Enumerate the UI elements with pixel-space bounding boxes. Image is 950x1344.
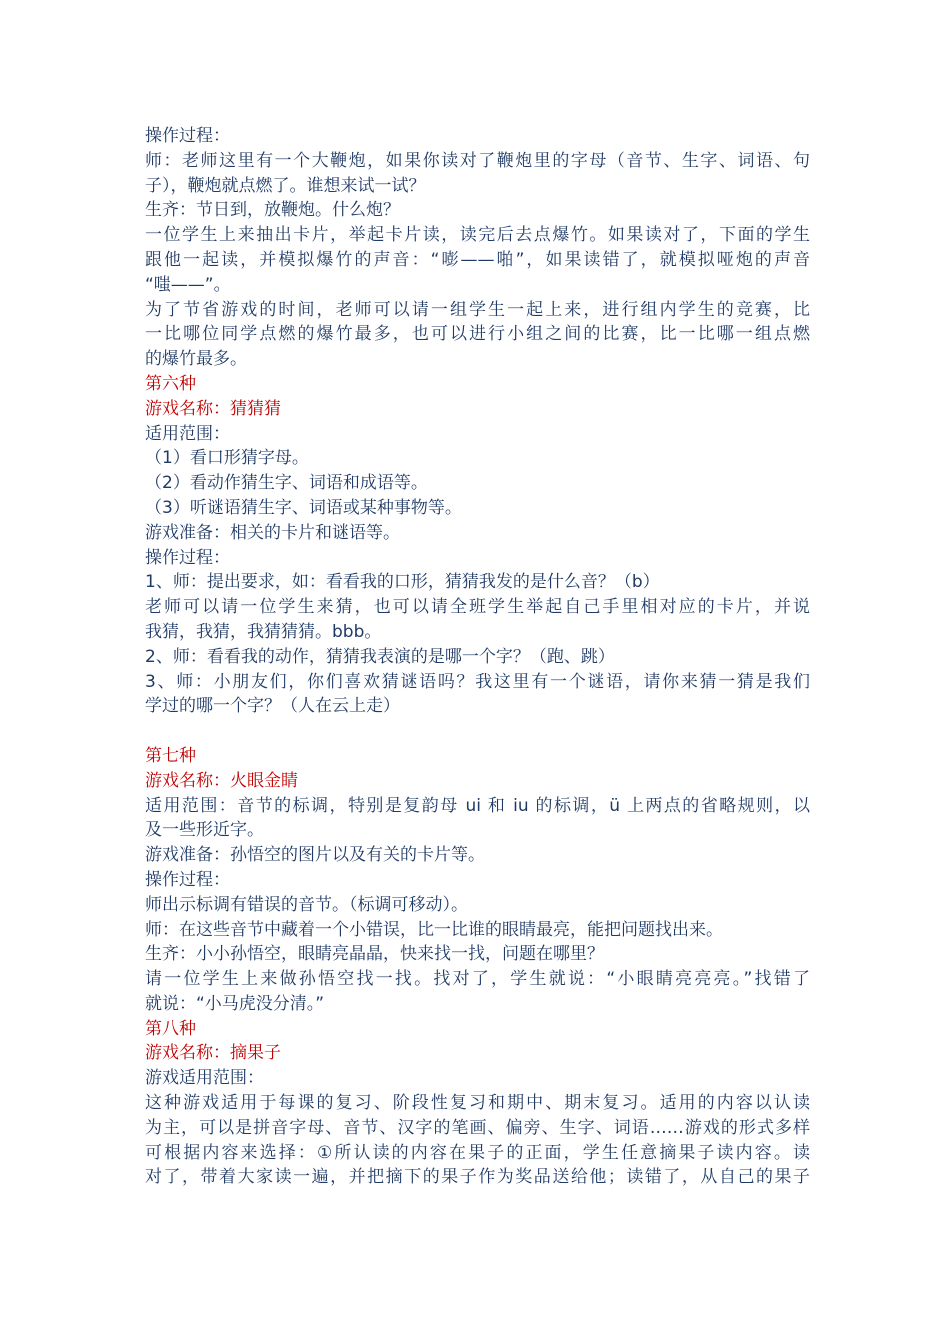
step-text: 3、师：小朋友们，你们喜欢猜谜语吗？我这里有一个谜语，请你来猜一猜是我们 [145,671,810,692]
scope-item: （1）看口形猜字母。 [145,448,309,469]
prep-text: 游戏准备：孙悟空的图片以及有关的卡片等。 [145,845,485,866]
scope-text: 适用范围：音节的标调，特别是复韵母 ui 和 iu 的标调，ü 上两点的省略规则，以 [145,795,810,816]
paragraph-line: 老师可以请一位学生来猜，也可以请全班学生举起自己手里相对应的卡片，并说 [145,597,810,618]
scope-label: 适用范围： [145,423,230,444]
paragraph-line: 的爆竹最多。 [145,349,247,370]
game-name: 游戏名称：火眼金睛 [145,770,298,791]
paragraph-line: 为了节省游戏的时间，老师可以请一组学生一起上来，进行组内学生的竞赛，比 [145,299,810,320]
scope-item: （3）听谜语猜生字、词语或某种事物等。 [145,497,462,518]
scope-item: （2）看动作猜生字、词语和成语等。 [145,473,428,494]
scope-label: 游戏适用范围： [145,1068,264,1089]
blank-line [145,719,810,744]
paragraph-line: 可根据内容来选择：①所认读的内容在果子的正面，学生任意摘果子读内容。读 [145,1142,810,1163]
paragraph-line: 一比哪位同学点燃的爆竹最多，也可以进行小组之间的比赛，比一比哪一组点燃 [145,324,810,345]
paragraph-line: 对了，带着大家读一遍，并把摘下的果子作为奖品送给他；读错了，从自己的果子 [145,1167,810,1188]
step-text: 1、师：提出要求，如：看看我的口形，猜猜我发的是什么音？（b） [145,572,660,593]
document-page [145,124,810,1190]
paragraph-line: 师：在这些音节中藏着一个小错误，比一比谁的眼睛最亮，能把问题找出来。 [145,919,723,940]
paragraph-line: 这种游戏适用于每课的复习、阶段性复习和期中、期末复习。适用的内容以认读 [145,1093,810,1114]
game-name: 游戏名称：猜猜猜 [145,398,281,419]
process-label: 操作过程： [145,547,230,568]
process-label: 操作过程： [145,126,230,146]
step-text: 学过的哪一个字？（人在云上走） [145,696,400,717]
paragraph-line: 就说：“小马虎没分清。” [145,993,325,1014]
process-label: 操作过程： [145,869,230,890]
game-name: 游戏名称：摘果子 [145,1043,281,1064]
paragraph-line: 一位学生上来抽出卡片，举起卡片读，读完后去点爆竹。如果读对了，下面的学生 [145,225,810,246]
paragraph-line: 请一位学生上来做孙悟空找一找。找对了，学生就说：“小眼睛亮亮亮。”找错了 [145,969,810,990]
section-heading: 第八种 [145,1018,196,1039]
paragraph-line: 生齐：小小孙悟空，眼睛亮晶晶，快来找一找，问题在哪里？ [145,944,604,965]
paragraph-line: 为主，可以是拼音字母、音节、汉字的笔画、偏旁、生字、词语……游戏的形式多样 [145,1117,810,1138]
paragraph-line: 生齐：节日到，放鞭炮。什么炮？ [145,200,400,221]
prep-text: 游戏准备：相关的卡片和谜语等。 [145,522,400,543]
section-heading: 第七种 [145,745,196,766]
paragraph-line: 师出示标调有错误的音节。（标调可移动）。 [145,894,468,915]
step-text: 2、师：看看我的动作，猜猜我表演的是哪一个字？（跑、跳） [145,646,615,667]
paragraph-line: 师：老师这里有一个大鞭炮，如果你读对了鞭炮里的字母（音节、生字、词语、句 [145,150,810,171]
paragraph-line: “嗤——”。 [145,274,231,295]
paragraph-line: 子），鞭炮就点燃了。谁想来试一试？ [145,175,426,196]
paragraph-line: 我猜，我猜，我猜猜猜。bbb。 [145,621,382,642]
scope-text: 及一些形近字。 [145,820,264,841]
paragraph-line: 跟他一起读，并模拟爆竹的声音：“嘭——啪”，如果读错了，就模拟哑炮的声音 [145,249,810,270]
section-heading: 第六种 [145,373,196,394]
